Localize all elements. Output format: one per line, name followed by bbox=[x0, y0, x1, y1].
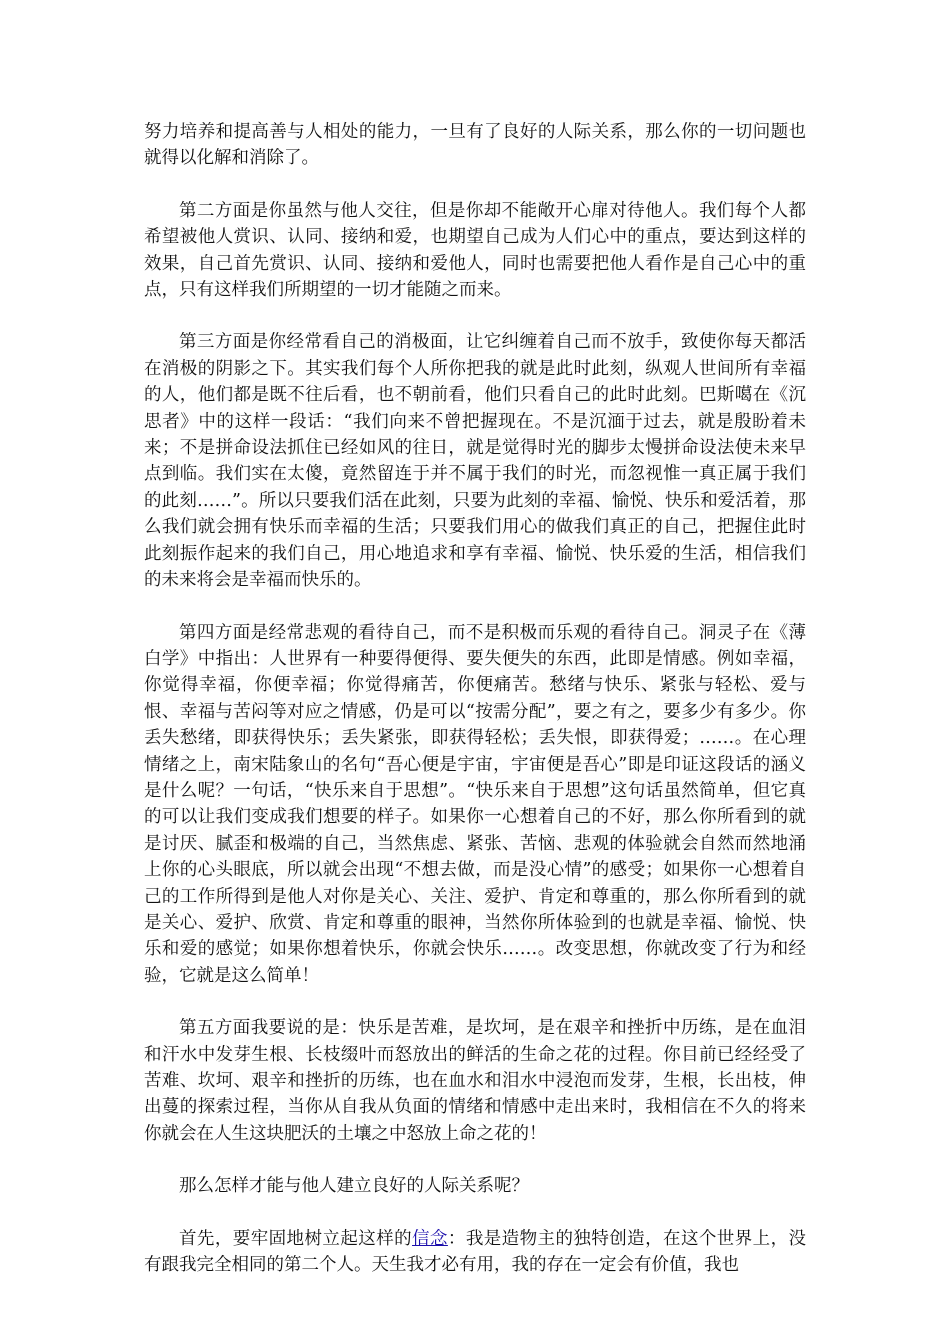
paragraph-second-aspect: 第二方面是你虽然与他人交往，但是你却不能敞开心扉对待他人。我们每个人都希望被他人赏识、认同、接纳和爱，也期望自己成为人们心中的重点，要达到这样的效果，自己首先赏识、认同、接纳和爱他人，同时也需要把他人看作是自己心中的重点，只有这样我们所期望的一切才能随之而来。 bbox=[144, 200, 806, 301]
paragraph-fifth-aspect: 第五方面我要说的是：快乐是苦难，是坎坷，是在艰辛和挫折中历练，是在血泪和汗水中发芽生根、长枝缀叶而怒放出的鲜活的生命之花的过程。你目前已经经受了苦难、坎坷、艰辛和挫折的历练，也在血水和泪水中浸泡而发芽，生根，长出枝，伸出蔓的探索过程，当你从自我从负面的情绪和情感中走出来时，我相信在不久的将来你就会在人生这块肥沃的土壤之中怒放上命之花的！ bbox=[144, 1018, 806, 1144]
document-body bbox=[144, 119, 806, 1304]
paragraph-first-method-lead: 首先，要牢固地树立起这样的 bbox=[179, 1228, 413, 1249]
paragraph-fourth-aspect: 第四方面是经常悲观的看待自己，而不是积极而乐观的看待自己。洞灵子在《薄白学》中指出：人世界有一种要得便得、要失便失的东西，此即是情感。例如幸福，你觉得幸福，你便幸福；你觉得痛苦，你便痛苦。愁绪与快乐、紧张与轻松、爱与恨、幸福与苦闷等对应之情感，仍是可以“按需分配”，要之有之，要多少有多少。你丢失愁绪，即获得快乐；丢失紧张，即获得轻松；丢失恨，即获得爱；……。在心理情绪之上，南宋陆象山的名句“吾心便是宇宙，宇宙便是吾心”即是印证这段话的涵义是什么呢？一句话，“快乐来自于思想”。“快乐来自于思想”这句话虽然简单，但它真的可以让我们变成我们想要的样子。如果你一心想着自己的不好，那么你所看到的就是讨厌、腻歪和极端的自己，当然焦虑、紧张、苦恼、悲观的体验就会自然而然地涌上你的心头眼底，所以就会出现“不想去做，而是没心情”的感受；如果你一心想着自己的工作所得到是他人对你是关心、关注、爱护、肯定和尊重的，那么你所看到的就是关心、爱护、欣赏、肯定和尊重的眼神，当然你所体验到的也就是幸福、愉悦、快乐和爱的感觉；如果你想着快乐，你就会快乐……。改变思想，你就改变了行为和经验，它就是这么简单！ bbox=[144, 622, 806, 986]
belief-link[interactable]: 信念 bbox=[412, 1228, 448, 1249]
paragraph-first-method-rest: ：我是造物主的独特创造，在这个世界上，没有跟我完全相同的第二个人。天生我才必有用，我的存在一定会有价值，我也 bbox=[144, 1228, 807, 1276]
paragraph-question: 那么怎样才能与他人建立良好的人际关系呢？ bbox=[179, 1176, 529, 1197]
paragraph-continuation: 努力培养和提高善与人相处的能力，一旦有了良好的人际关系，那么你的一切问题也就得以化解和消除了。 bbox=[144, 122, 806, 169]
paragraph-third-aspect: 第三方面是你经常看自己的消极面，让它纠缠着自己而不放手，致使你每天都活在消极的阴影之下。其实我们每个人所你把我的就是此时此刻，纵观人世间所有幸福的人，他们都是既不往后看，也不朝前看，他们只看自己的此时此刻。巴斯噶在《沉思者》中的这样一段话：“我们向来不曾把握现在。不是沉湎于过去，就是殷盼着未来；不是拼命设法抓住已经如风的往日，就是觉得时光的脚步太慢拼命设法使未来早点到临。我们实在太傻，竟然留连于并不属于我们的时光，而忽视惟一真正属于我们的此刻……”。所以只要我们活在此刻，只要为此刻的幸福、愉悦、快乐和爱活着，那么我们就会拥有快乐而幸福的生活；只要我们用心的做我们真正的自己，把握住此时此刻振作起来的我们自己，用心地追求和享有幸福、愉悦、快乐爱的生活，相信我们的未来将会是幸福而快乐的。 bbox=[144, 332, 806, 591]
paragraph-first-method bbox=[144, 1226, 806, 1279]
